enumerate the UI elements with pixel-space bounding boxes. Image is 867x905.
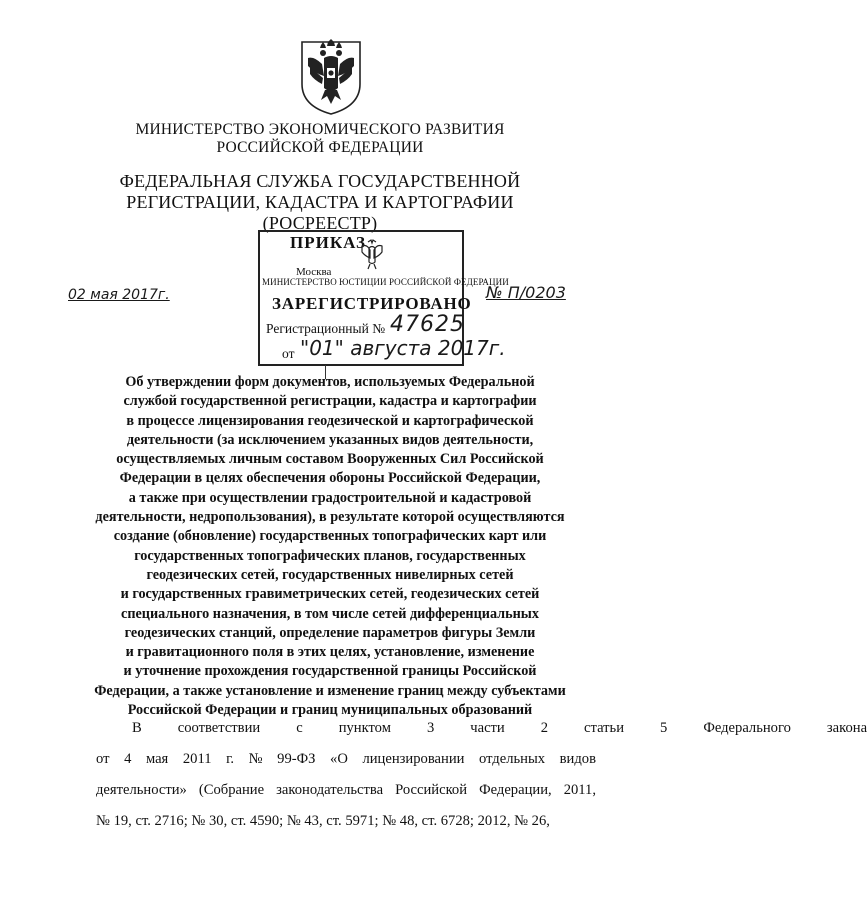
body-word: пунктом <box>338 720 391 736</box>
order-title <box>60 373 600 720</box>
body-word: от <box>96 751 110 767</box>
body-word: «О <box>330 751 348 767</box>
body-line-1 <box>96 713 867 744</box>
order-date: 02 мая 2017г. <box>68 287 170 303</box>
title-line: и гравитационного поля в этих целях, установление, изменение <box>125 644 535 661</box>
coat-of-arms-emblem <box>296 36 366 116</box>
body-word: 2011 <box>182 751 212 767</box>
body-word: Российской <box>395 782 468 798</box>
body-word: В <box>132 720 142 736</box>
body-word: 2011, <box>563 782 596 798</box>
prikaz-heading: ПРИКАЗ <box>290 233 366 252</box>
reg-date-handwritten: "01" августа 2017г. <box>300 336 506 360</box>
body-word: Федерального <box>703 720 791 736</box>
stamp-eagle-icon <box>358 238 386 270</box>
title-line: государственных топографических планов, государственных <box>134 547 526 564</box>
body-line-2 <box>96 744 596 775</box>
body-word: лицензировании <box>362 751 465 767</box>
title-line: службой государственной регистрации, кадастра и картографии <box>123 393 537 410</box>
body-line-3 <box>96 775 596 806</box>
ministry-line-2: РОССИЙСКОЙ ФЕДЕРАЦИИ <box>216 139 424 156</box>
service-line-1: ФЕДЕРАЛЬНАЯ СЛУЖБА ГОСУДАРСТВЕННОЙ <box>119 171 521 191</box>
title-line: осуществляемых личным составом Вооруженных Сил Российской <box>116 451 544 468</box>
title-line: специального назначения, в том числе сетей дифференциальных <box>121 605 539 622</box>
order-body <box>96 713 867 837</box>
body-word: законодательства <box>276 782 384 798</box>
title-line: геодезических сетей, государственных нивелирных сетей <box>146 566 514 583</box>
title-line: создание (обновление) государственных топографических карт или <box>113 528 547 545</box>
stamp-ministry-justice: МИНИСТЕРСТВО ЮСТИЦИИ РОССИЙСКОЙ ФЕДЕРАЦИИ <box>262 277 509 287</box>
body-word: № <box>248 751 263 767</box>
body-word: части <box>470 720 505 736</box>
title-line: деятельности, недропользования), в результате которой осуществляются <box>95 509 565 526</box>
body-word: статьи <box>584 720 625 736</box>
body-word: отдельных <box>479 751 546 767</box>
title-line: а также при осуществлении градостроительной и кадастровой <box>128 489 532 506</box>
title-line: в процессе лицензирования геодезической и картографической <box>126 412 534 429</box>
reg-date-label: от <box>282 346 295 361</box>
title-line: геодезических станций, определение параметров фигуры Земли <box>124 624 536 641</box>
body-word: 5 <box>660 720 668 736</box>
body-word: мая <box>145 751 169 767</box>
title-line: и уточнение прохождения государственной границы Российской <box>123 663 537 680</box>
title-line: Об утверждении форм документов, используемых Федеральной <box>125 374 535 390</box>
title-line: Российской Федерации и границ муниципальных образований <box>127 702 533 719</box>
body-word: деятельности» <box>96 782 187 798</box>
body-word: соответствии <box>177 720 261 736</box>
body-word: Федерации, <box>479 782 552 798</box>
service-name <box>0 171 640 234</box>
body-word: видов <box>559 751 596 767</box>
body-word: 4 <box>124 751 132 767</box>
stamp-registered: ЗАРЕГИСТРИРОВАНО <box>272 294 472 313</box>
title-line: Федерации, а также установление и изменение границ между субъектами <box>94 682 566 699</box>
reg-number-handwritten: 47625 <box>390 312 465 337</box>
body-word: г. <box>226 751 235 767</box>
ministry-name <box>0 121 640 157</box>
body-word: закона <box>826 720 867 736</box>
ministry-line-1: МИНИСТЕРСТВО ЭКОНОМИЧЕСКОГО РАЗВИТИЯ <box>135 121 505 138</box>
service-line-2: РЕГИСТРАЦИИ, КАДАСТРА И КАРТОГРАФИИ <box>126 192 514 212</box>
service-line-3: (РОСРЕЕСТР) <box>262 213 378 233</box>
stamp-city: Москва <box>296 266 332 278</box>
order-number: № П/0203 <box>486 283 566 302</box>
reg-number-label: Регистрационный № <box>266 321 386 336</box>
title-line: деятельности (за исключением указанных видов деятельности, <box>126 431 534 448</box>
body-word: 99-ФЗ <box>277 751 316 767</box>
title-line: Федерации в целях обеспечения обороны Российской Федерации, <box>119 470 541 487</box>
body-line-4: № 19, ст. 2716; № 30, ст. 4590; № 43, ст. 5971; № 48, ст. 6728; 2012, № 26, <box>96 813 550 829</box>
body-word: 2 <box>540 720 549 736</box>
body-word: 3 <box>426 720 435 736</box>
title-line: и государственных гравиметрических сетей, геодезических сетей <box>120 586 540 603</box>
body-word: с <box>296 720 303 736</box>
body-word: (Собрание <box>198 782 265 798</box>
